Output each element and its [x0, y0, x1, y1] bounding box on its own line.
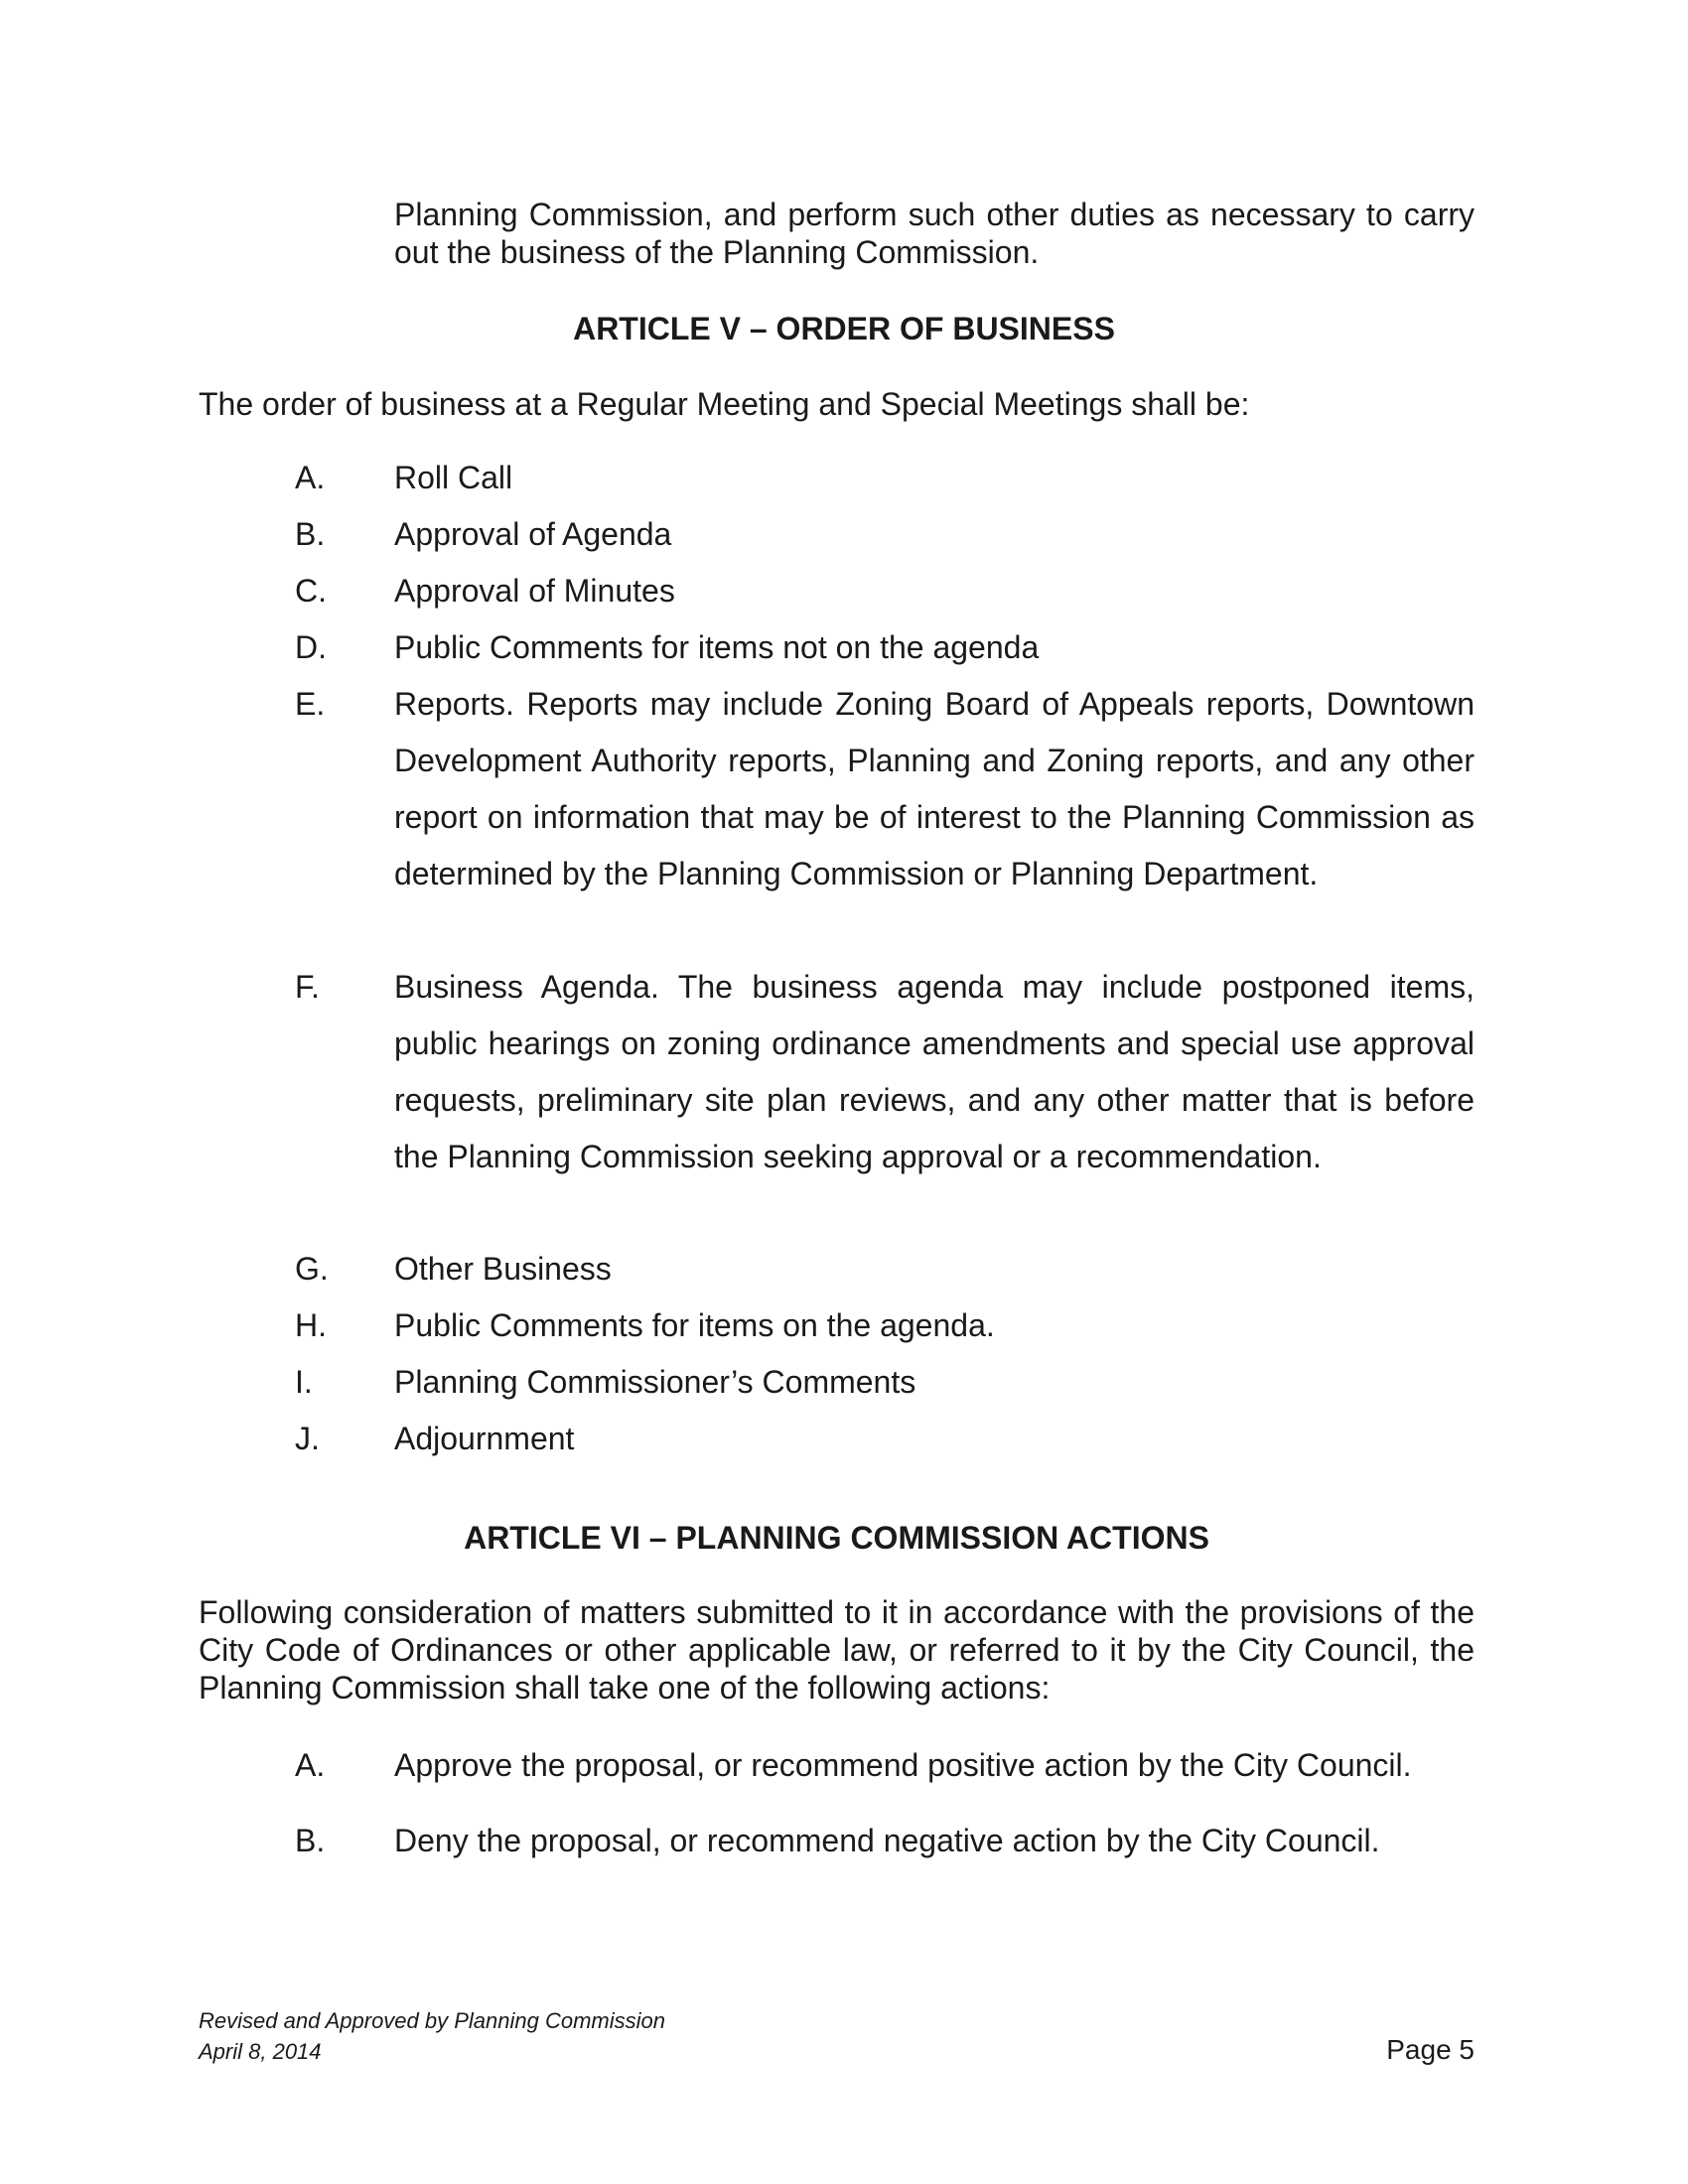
- intro-paragraph: Planning Commission, and perform such other duties as necessary to carry out the business of the Planning Commission.: [394, 197, 1475, 270]
- article-vi-lead: Following consideration of matters submitted to it in accordance with the provisions of the City Code of Ordinances or other applicable law, or referred to it by the City Council, the Planning Commission shall take one of the following actions:: [199, 1594, 1475, 1706]
- list-item-text: Planning Commissioner’s Comments: [394, 1364, 916, 1400]
- list-item-text: Approval of Agenda: [394, 516, 672, 552]
- list-item-letter: A.: [295, 460, 326, 495]
- list-item-text: Other Business: [394, 1251, 612, 1287]
- footer-revision-note: [199, 2005, 665, 2067]
- article-v-heading: ARTICLE V – ORDER OF BUSINESS: [573, 311, 1115, 346]
- list-item-letter: B.: [295, 1823, 326, 1858]
- list-item-letter: H.: [295, 1307, 327, 1343]
- list-item-letter: I.: [295, 1364, 313, 1400]
- footer-line-1: Revised and Approved by Planning Commission: [199, 2008, 665, 2033]
- list-item-letter: B.: [295, 516, 326, 552]
- list-item-text: Approval of Minutes: [394, 573, 675, 609]
- list-item-text: Adjournment: [394, 1421, 575, 1456]
- list-item-text: Public Comments for items not on the agenda: [394, 629, 1040, 665]
- list-item-letter: D.: [295, 629, 327, 665]
- list-item-text: Business Agenda. The business agenda may include postponed items, public hearings on zoning ordinance amendments and special use approval requests, preliminary site plan reviews, and any other matter that is before the Planning Commission seeking approval or a recommendation.: [394, 969, 1475, 1174]
- list-item-letter: E.: [295, 686, 326, 722]
- page-number: Page 5: [1386, 2034, 1475, 2065]
- list-item-letter: F.: [295, 969, 320, 1005]
- list-item-text: Public Comments for items on the agenda.: [394, 1307, 995, 1343]
- list-item-text: Approve the proposal, or recommend positive action by the City Council.: [394, 1747, 1412, 1783]
- article-vi-heading: ARTICLE VI – PLANNING COMMISSION ACTIONS: [464, 1520, 1209, 1556]
- list-item-letter: A.: [295, 1747, 326, 1783]
- list-item-text: Reports. Reports may include Zoning Board of Appeals reports, Downtown Development Authority reports, Planning and Zoning reports, and any other report on information that may be of interest to the Planning Commission as determined by the Planning Commission or Planning Department.: [394, 686, 1475, 891]
- article-v-lead: The order of business at a Regular Meeting and Special Meetings shall be:: [199, 386, 1250, 422]
- list-item-text: Roll Call: [394, 460, 513, 495]
- list-item-text: Deny the proposal, or recommend negative action by the City Council.: [394, 1823, 1380, 1858]
- list-item-letter: G.: [295, 1251, 329, 1287]
- footer-date: April 8, 2014: [199, 2039, 322, 2064]
- list-item-letter: C.: [295, 573, 327, 609]
- list-item-letter: J.: [295, 1421, 320, 1456]
